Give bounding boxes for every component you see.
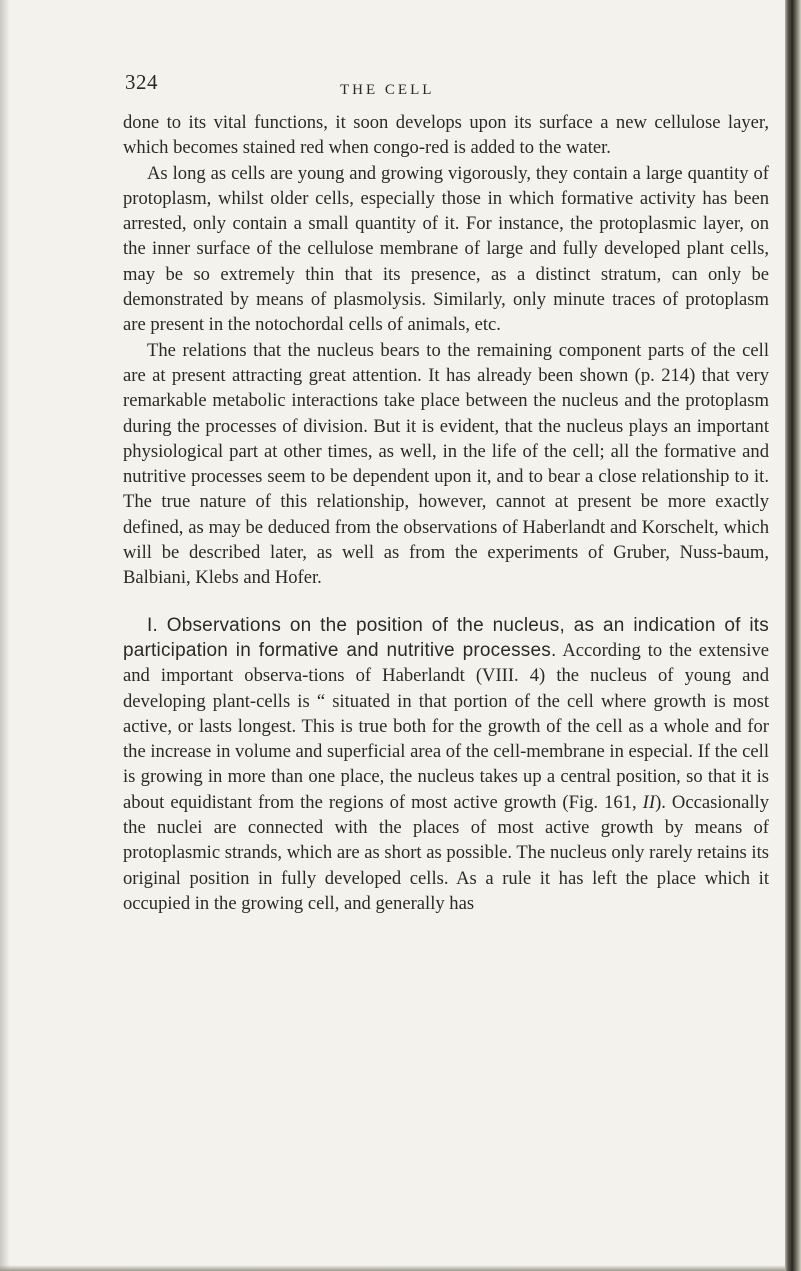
paragraph-3: The relations that the nucleus bears to the remaining component parts of the cell are at present attracting great attention. It has already been shown (p. 214) that very remarkable metabolic interactions take place between the nucleus and the protoplasm during the processes of division. But it is evident, that the nucleus plays an important physiological part at other times, as well, in the life of the cell; all the formative and nutritive processes seem to be dependent upon it, and to bear a close relationship to it. The true nature of this relationship, however, cannot at present be more exactly defined, as may be deduced from the observations of Haberlandt and Korschelt, which will be described later, as well as from the experiments of Gruber, Nuss-baum, Balbiani, Klebs and Hofer. [123,339,769,589]
page-bottom-edge [0,1265,785,1271]
page-number: 324 [125,70,158,94]
running-head: THE CELL [340,82,435,98]
paragraph-1: done to its vital functions, it soon develops upon its surface a new cellulose layer, which becomes stained red when congo-red is added to the water. [123,112,769,159]
section-heading: I. Observations on the position of the nucleus, as an indication of its participation in formative and nutritive processes. [123,614,769,661]
figure-reference-italic: II [642,791,656,813]
paragraph-2: As long as cells are young and growing vigorously, they contain a large quantity of protoplasm, whilst older cells, especially those in which formative activity has been arrested, only contain a small quantity of it. For instance, the protoplasmic layer, on the inner surface of the cellulose membrane of large and fully developed plant cells, may be so extremely thin that its presence, as a distinct stratum, can only be demonstrated by means of plasmolysis. Similarly, only minute traces of protoplasm are present in the notochordal cells of animals, etc. [123,162,769,336]
section-paragraph [123,613,769,917]
book-spine-edge [785,0,801,1271]
section-body-start: According to the extensive and important observa-tions of Haberlandt (VIII. 4) the nucleus of young and developing plant-cells is “ situated in that portion of the cell where growth is most active, or lasts longest. This is true both for the growth of the cell as a whole and for the increase in volume and superficial area of the cell-membrane in especial. If the cell is growing in more than one place, the nucleus takes up a central position, so that it is about equidistant from the regions of most active growth (Fig. 161, [123,639,769,813]
section-body-end: ). Occasionally the nuclei are connected with the places of most active growth by means of protoplasmic strands, which are as short as possible. The nucleus only rarely retains its original position in fully developed cells. As a rule it has left the place which it occupied in the growing cell, and generally has [123,791,769,914]
body-text [123,110,769,916]
page-gutter-shadow [0,0,10,1271]
